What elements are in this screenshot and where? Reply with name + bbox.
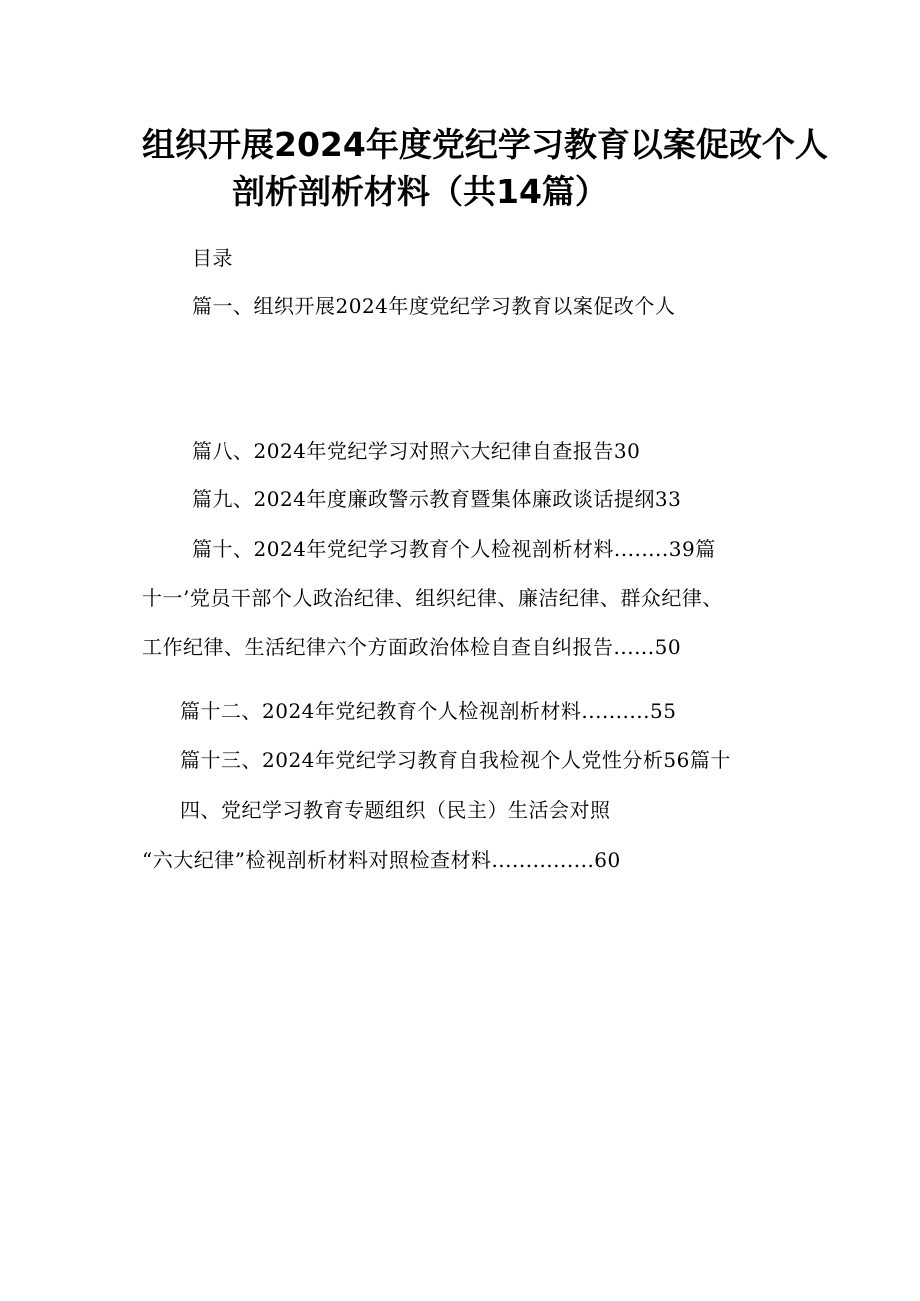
toc-entry: 篇九、2024年度廉政警示教育暨集体廉政谈话提纲33 (192, 487, 682, 511)
toc-entry: 四、党纪学习教育专题组织（民主）生活会对照 (180, 798, 611, 822)
toc-entry: 篇十三、2024年党纪学习教育自我检视个人党性分析56篇十 (180, 748, 731, 772)
toc-entry: 工作纪律、生活纪律六个方面政治体检自查自纠报告......50 (142, 635, 682, 659)
document-title-line-1: 组织开展2024年度党纪学习教育以案促改个人 (142, 125, 828, 164)
document-title-line-2: 剖析剖析材料（共14篇） (232, 172, 608, 211)
toc-entry: 十一’党员干部个人政治纪律、组织纪律、廉洁纪律、群众纪律、 (142, 586, 723, 610)
toc-heading: 目录 (192, 246, 233, 270)
toc-entry: 篇十二、2024年党纪教育个人检视剖析材料..........55 (180, 699, 677, 723)
toc-entry: 篇八、2024年党纪学习对照六大纪律自查报告30 (192, 439, 641, 463)
toc-entry: “六大纪律”检视剖析材料对照检查材料...............60 (142, 848, 621, 872)
toc-entry: 篇一、组织开展2024年度党纪学习教育以案促改个人 (192, 294, 676, 318)
toc-entry: 篇十、2024年党纪学习教育个人检视剖析材料........39篇 (192, 537, 716, 561)
